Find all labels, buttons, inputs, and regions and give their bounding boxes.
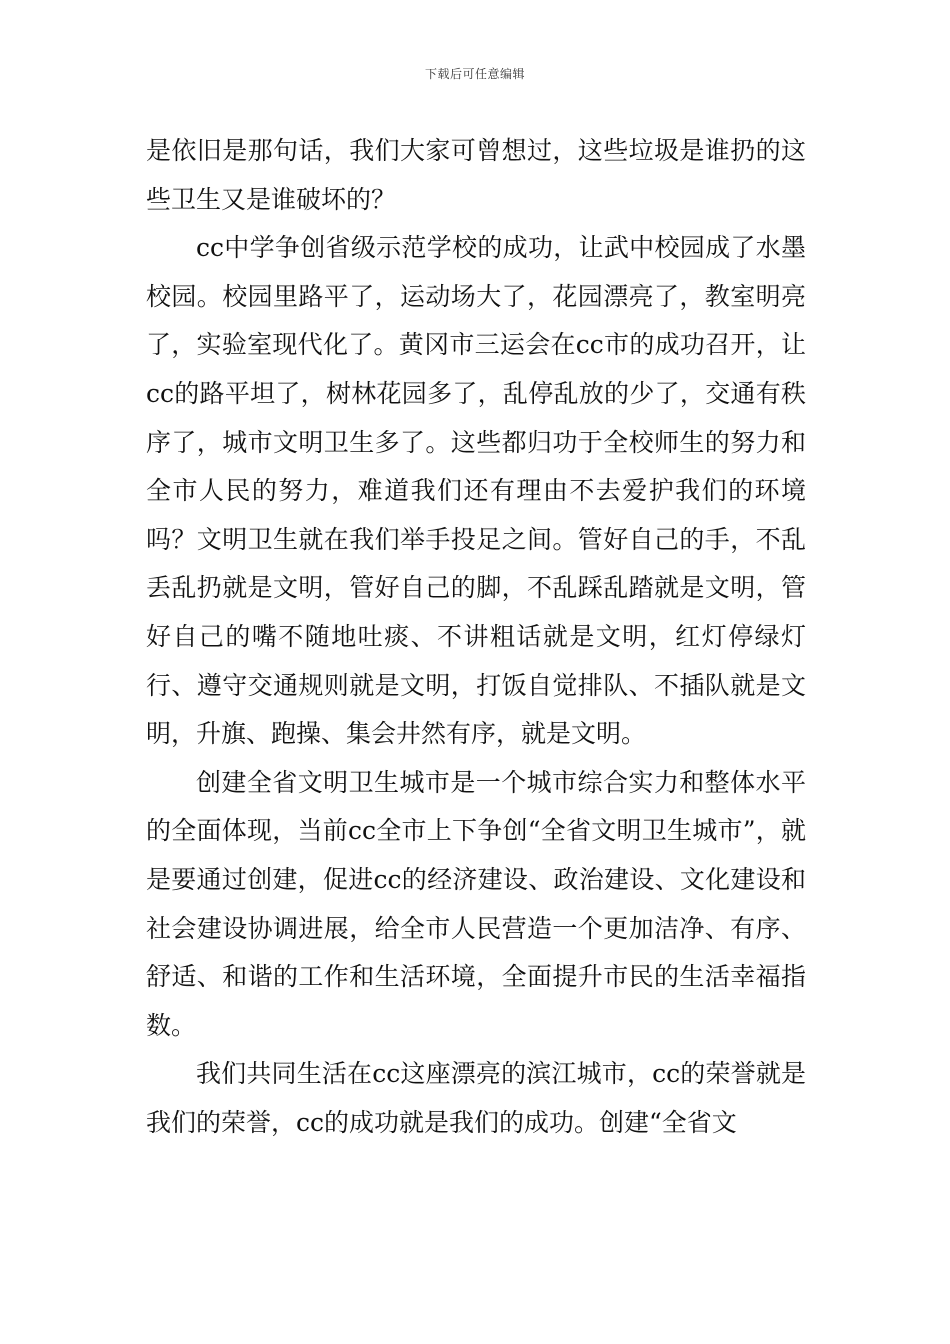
page-header: 下载后可任意编辑 (424, 67, 525, 81)
document-body (146, 127, 806, 1147)
paragraph-1: 是依旧是那句话，我们大家可曾想过，这些垃圾是谁扔的这些卫生又是谁破坏的？ (146, 136, 806, 214)
paragraph-3: 创建全省文明卫生城市是一个城市综合实力和整体水平的全面体现，当前cc全市上下争创“全省文明卫生城市”，就是要通过创建，促进cc的经济建设、政治建设、文化建设和社会建设协调进展，给全市人民营造一个更加洁净、有序、舒适、和谐的工作和生活环境，全面提升市民的生活幸福指数。 (146, 767, 806, 1040)
paragraph-4: 我们共同生活在cc这座漂亮的滨江城市，cc的荣誉就是我们的荣誉，cc的成功就是我们的成功。创建“全省文 (146, 1059, 806, 1137)
paragraph-2: cc中学争创省级示范学校的成功，让武中校园成了水墨校园。校园里路平了，运动场大了，花园漂亮了，教室明亮了，实验室现代化了。黄冈市三运会在cc市的成功召开，让cc的路平坦了，树林花园多了，乱停乱放的少了，交通有秩序了，城市文明卫生多了。这些都归功于全校师生的努力和全市人民的努力，难道我们还有理由不去爱护我们的环境吗？文明卫生就在我们举手投足之间。管好自己的手，不乱丢乱扔就是文明，管好自己的脚，不乱踩乱踏就是文明，管好自己的嘴不随地吐痰、不讲粗话就是文明，红灯停绿灯行、遵守交通规则就是文明，打饭自觉排队、不插队就是文明，升旗、跑操、集会井然有序，就是文明。 (146, 233, 806, 749)
